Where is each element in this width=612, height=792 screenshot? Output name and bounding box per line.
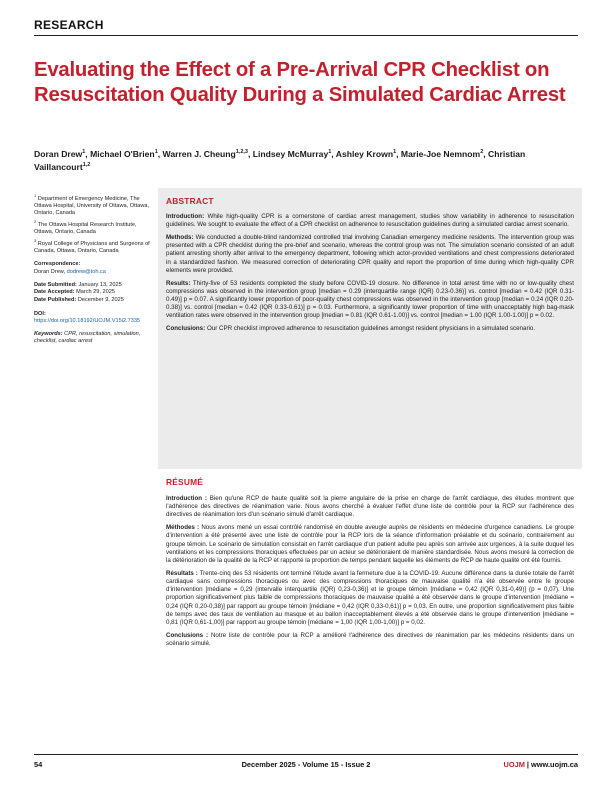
- resume-paragraph: Résultats : Trente-cinq des 53 résidents ont terminé l'étude avant la fermeture due à la COVID-19. Aucune différence dans la durée totale de l'arrêt cardiaque sans compressions thoraciques ou avec des compressions thoraciques de mauvaise qualité n'a été observée entre le groupe d'intervention [médiane = 0,29 (intervalle interquartile (IQR) 0,23-0,36)] et le groupe témoin [médiane = 0,42 (IQR 0,31-0,49)] (p = 0,07). Une proportion significativement plus faible de compressions thoraciques de mauvaise qualité a été observée dans le groupe d'intervention [médiane = 0,24 (IQR 0,20-0,38)] par rapport au groupe témoin [médiane = 0,42 (IQR 0,33-0,61)] p = 0,03. En outre, une proportion significativement plus faible de temps avec des taux de ventilation au masque et au ballon inacceptablement élevés a été observée dans le groupe d'intervention [médiane = 0,81 (IQR 0,61-1,00)] par rapport au groupe témoin [médiane = 1,00 (IQR 1,00-1,00)] p = 0,02.: [166, 569, 575, 627]
- journal-url[interactable]: | www.uojm.ca: [524, 760, 578, 769]
- author-list: [34, 148, 582, 174]
- author: Christian Vaillancourt$^{1,2}$: [34, 149, 526, 172]
- abstract-box: [158, 188, 582, 469]
- resume-paragraph: Méthodes : Nous avons mené un essai contrôlé randomisé en double aveugle auprès de résidents en médecine d'urgence canadiens. Le groupe d'intervention a été présenté avec une liste de contrôle pour la RCP lors de la séance d'information préalable et du scénario, contrairement au groupe témoin. Le scénario de simulation consistait en l'arrêt cardiaque d'un patient adulte peu après son arrivée aux urgences, à la suite duquel les ventilations et les compressions thoraciques effectuées par un acteur se détérioraient de manière standardisée. Nous avons mesuré la correction de la détérioration de la qualité de la RCP et rapporté la proportion de temps pendant laquelle les éléments de RCP de haute qualité ont été fournis.: [166, 524, 574, 565]
- doi: DOI: https://doi.org/10.18192/UOJM.V15i2.7335: [34, 310, 141, 324]
- issue-info: December 2025 - Volume 15 - Issue 2: [241, 760, 371, 769]
- article-sidebar: [34, 193, 152, 345]
- abstract-paragraph: Methods: We conducted a double-blind randomized controlled trial involving Canadian emergency medicine residents. The intervention group was presented with a CPR checklist during the pre-brief and scenario, whereas the control group was not. The simulation scenario consisted of an adult patient arresting shortly after arrival to the emergency department, following which actor-provided ventilations and chest compressions deteriorated in a standardized fashion. We measured correction of deteriorating CPR quality and report the proportion of time during which high-quality CPR elements were provided.: [166, 234, 574, 274]
- author: Warren J. Cheung$^{1,2,3}$,: [162, 149, 253, 159]
- affiliation: $^2$ The Ottawa Hospital Research Institute, Ottawa, Ontario, Canada: [34, 219, 137, 236]
- author: Lindsey McMurray$^1$,: [252, 149, 336, 159]
- doi-link[interactable]: https://doi.org/10.18192/UOJM.V15i2.7335: [34, 317, 141, 324]
- author: Marie-Joe Nemnom$^2$,: [400, 149, 489, 159]
- correspondence: Correspondence: Doran Drew, dodrew@toh.ca: [34, 261, 106, 275]
- abstract-heading: ABSTRACT: [166, 196, 214, 206]
- section-label: RESEARCH: [34, 18, 104, 32]
- bottom-divider: [34, 754, 578, 755]
- article-title: Evaluating the Effect of a Pre-Arrival CPR Checklist on Resuscitation Quality During a Simulated Cardiac Arrest: [34, 59, 566, 106]
- resume-section: [158, 477, 582, 653]
- keywords: Keywords: CPR, resuscitation, simulation, checklist, cardiac arrest: [34, 331, 141, 345]
- page-number: 54: [34, 760, 43, 769]
- abstract-paragraph: Results: Thirty-five of 53 residents completed the study before COVID-19 closure. No difference in total arrest time with no or low-quality chest compressions was observed in the intervention group [median = 0.29 (interquartile range (IQR) 0.23-0.36)] vs. control [median = 0.42 (IQR 0.31-0.49)] p = 0.07. A significantly lower proportion of poor-quality chest compressions was observed in the intervention group [median = 0.24 (IQR 0.20-0.38)] vs. control [median = 0.42 (IQR 0.33-0.61)] p = 0.03. Furthermore, a significantly lower proportion of time with unacceptably high bag-mask ventilation rates were observed in the intervention group [median = 0.81 (IQR 0.61-1.00)] vs. control [median = 1.00 (IQR 1.00-1.00)] p = 0.02.: [166, 279, 574, 320]
- abstract-paragraph: Conclusions: Our CPR checklist improved adherence to resuscitation guidelines amongst resident physicians in a simulated scenario.: [166, 325, 536, 333]
- affiliation: $^3$ Royal College of Physicians and Surgeons of Canada, Ottawa, Ontario, Canada: [34, 238, 150, 255]
- author: Michael O'Brien$^1$,: [90, 149, 163, 159]
- author: Ashley Krown$^1$,: [335, 149, 401, 159]
- author: Doran Drew$^1$,: [34, 149, 91, 159]
- top-divider: [34, 35, 578, 36]
- resume-paragraph: Conclusions : Notre liste de contrôle pour la RCP a amélioré l'adhérence des directives de réanimation par les médecins résidents dans un scénario simulé.: [166, 631, 574, 648]
- journal-name: UOJM: [503, 760, 525, 769]
- publication-dates: Date Submitted: January 13, 2025 Date Accepted: March 29, 2025 Date Published: December 9, 2025: [34, 281, 124, 304]
- abstract-paragraph: Introduction: While high-quality CPR is a cornerstone of cardiac arrest management, studies show variability in adherence to resuscitation guidelines. We sought to evaluate the effect of a CPR checklist on adherence to resuscitation guidelines during a simulated cardiac arrest scenario.: [166, 213, 574, 229]
- resume-paragraph: Introduction : Bien qu'une RCP de haute qualité soit la pierre angulaire de la prise en charge de l'arrêt cardiaque, des études montrent que l'adhérence des directives de réanimation varie. Nous avons cherché à évaluer l'effet d'une liste de contrôle pour la RCP sur l'adhérence des directives de réanimation lors d'un scénario simulé d'arrêt cardiaque.: [166, 495, 574, 519]
- affiliation: $^1$ Department of Emergency Medicine, The Ottawa Hospital, University of Ottawa, Ottawa, Ontario, Canada: [34, 193, 150, 217]
- resume-heading: RÉSUMÉ: [166, 477, 204, 487]
- email-link[interactable]: dodrew@toh.ca: [66, 268, 106, 275]
- journal-site: [504, 760, 579, 769]
